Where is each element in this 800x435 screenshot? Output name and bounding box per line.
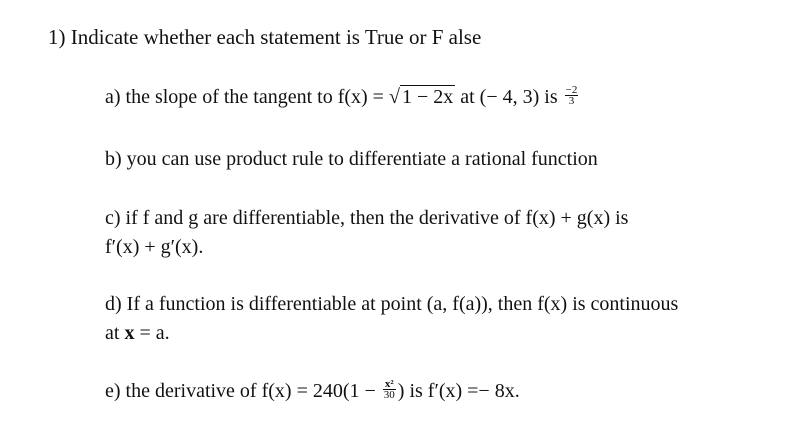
inner-fraction [383,379,396,400]
statement-e [105,377,520,403]
statement-d-line2 [105,322,170,344]
sqrt-radicand: 1 − 2x [401,86,454,108]
slope-fraction-denominator: 3 [568,94,575,107]
statement-e-prefix: e) the derivative of f(x) = 240(1 − [105,380,381,402]
statement-b: b) you can use product rule to differentiate a rational function [105,148,598,170]
slope-fraction-numerator: −2 [565,83,578,96]
statement-d-line1: d) If a function is differentiable at point (a, f(a)), then f(x) is continuous [105,293,679,315]
inner-fraction-numerator: x² [383,379,396,390]
statement-a [105,83,580,109]
statement-d-line2-prefix: at [105,322,125,344]
inner-fraction-denominator: 30 [383,388,395,401]
statement-d-line2-suffix: = a. [134,322,170,344]
question-title: 1) Indicate whether each statement is True or F alse [48,25,482,49]
statement-d-variable: x [124,322,135,344]
statement-a-middle: at (− 4, 3) is [455,86,563,108]
statement-e-suffix: ) is f′(x) =− 8x. [397,380,520,402]
square-root-expression [389,86,455,108]
slope-fraction [565,85,579,106]
statement-c-line1: c) if f and g are differentiable, then the derivative of f(x) + g(x) is [105,207,629,229]
statement-c-line2: f′(x) + g′(x). [105,236,204,258]
statement-a-prefix: a) the slope of the tangent to f(x) = [105,86,389,108]
sqrt-symbol: √ [388,86,400,108]
